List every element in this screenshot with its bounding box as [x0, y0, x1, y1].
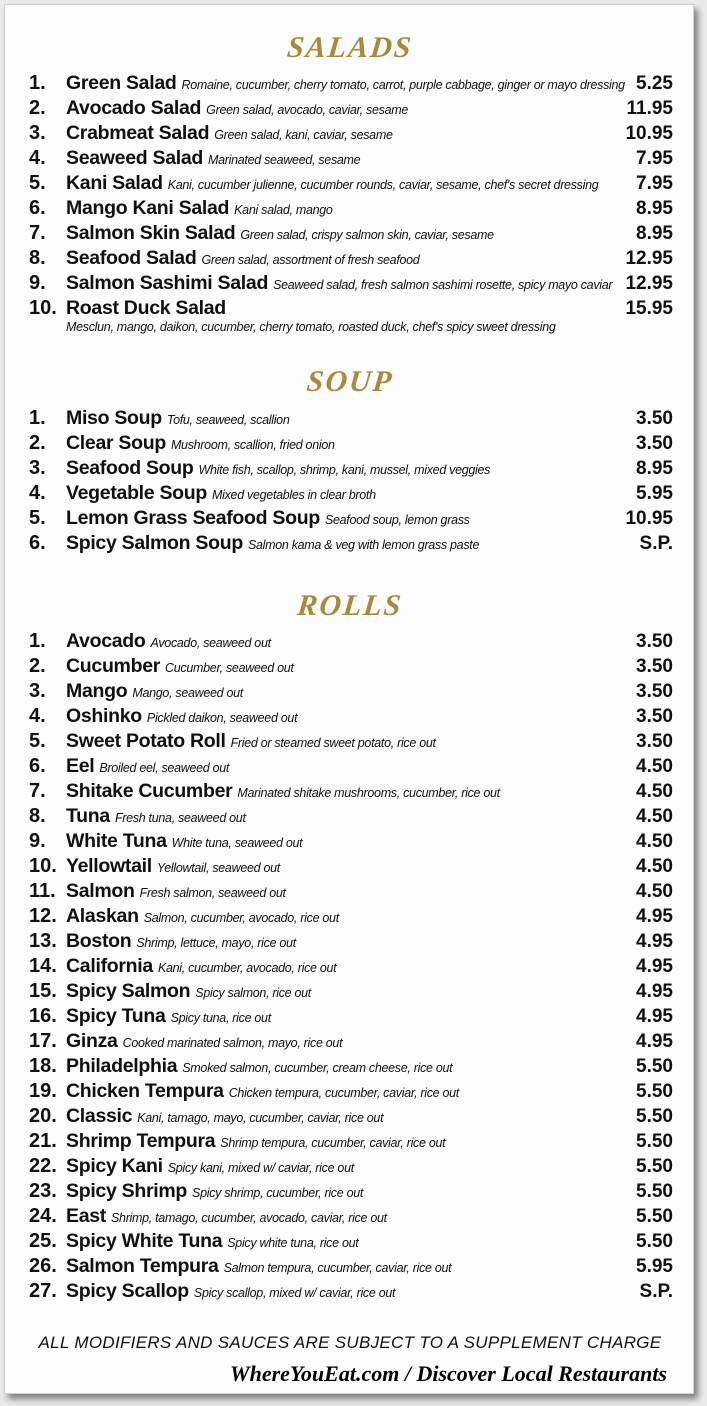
item-price: 3.50	[636, 408, 673, 429]
menu-item-row	[5, 779, 695, 804]
item-number: 3.	[29, 680, 46, 702]
item-number: 5.	[29, 730, 46, 752]
item-body	[66, 271, 612, 298]
item-description: Salmon tempura, cucumber, caviar, rice out	[223, 1261, 452, 1275]
item-body	[66, 1179, 363, 1206]
item-body	[66, 1104, 383, 1131]
menu-item-row	[5, 1154, 695, 1179]
item-body	[66, 121, 393, 148]
item-price: 3.50	[636, 681, 673, 702]
item-name: Oshinko	[66, 705, 142, 727]
salads-list	[5, 71, 695, 321]
item-number: 2.	[29, 97, 46, 119]
item-description: Spicy kani, mixed w/ caviar, rice out	[167, 1161, 354, 1175]
item-description: Salmon kama & veg with lemon grass paste	[247, 538, 480, 552]
item-description: Kani, tamago, mayo, cucumber, caviar, rice out	[137, 1111, 384, 1125]
item-body	[66, 704, 297, 731]
item-description: White fish, scallop, shrimp, kani, mussel, mixed veggies	[198, 463, 491, 477]
item-body	[66, 171, 598, 198]
item-name: Yellowtail	[66, 855, 152, 877]
item-description: Seafood soup, lemon grass	[324, 513, 470, 527]
item-name: Salmon	[66, 880, 135, 902]
item-price: 5.50	[636, 1056, 673, 1077]
item-description: Kani salad, mango	[234, 203, 333, 217]
item-price: 10.95	[625, 123, 673, 144]
item-name: Sweet Potato Roll	[66, 730, 226, 752]
item-description: Yellowtail, seaweed out	[156, 861, 280, 875]
item-price: 12.95	[625, 273, 673, 294]
item-number: 11.	[29, 880, 56, 902]
item-description: White tuna, seaweed out	[171, 836, 303, 850]
item-number: 5.	[29, 507, 46, 529]
item-price: S.P.	[639, 533, 673, 554]
item-name: Ginza	[66, 1030, 118, 1052]
item-description: Romaine, cucumber, cherry tomato, carrot, purple cabbage, ginger or mayo dressing	[181, 78, 625, 92]
item-body	[66, 406, 289, 433]
rolls-list	[5, 629, 695, 1304]
menu-item-row	[5, 1079, 695, 1104]
item-number: 3.	[29, 457, 46, 479]
item-body	[66, 904, 339, 931]
item-description: Green salad, crispy salmon skin, caviar, sesame	[240, 228, 494, 242]
item-number: 25.	[29, 1230, 57, 1252]
item-body	[66, 221, 494, 248]
item-number: 19.	[29, 1080, 57, 1102]
item-price: 4.50	[636, 806, 673, 827]
item-description: Mushroom, scallion, fried onion	[170, 438, 335, 452]
item-body	[66, 71, 625, 98]
menu-item-row	[5, 904, 695, 929]
item-description: Spicy tuna, rice out	[170, 1011, 271, 1025]
item-description: Kani, cucumber julienne, cucumber rounds, caviar, sesame, chef's secret dressing	[167, 178, 599, 192]
menu-item-row	[5, 246, 695, 271]
item-price: 5.95	[636, 1256, 673, 1277]
item-name: White Tuna	[66, 830, 167, 852]
item-price: 4.95	[636, 981, 673, 1002]
item-body	[66, 1054, 452, 1081]
item-name: Spicy White Tuna	[66, 1230, 223, 1252]
item-price: 3.50	[636, 656, 673, 677]
item-body	[66, 654, 294, 681]
item-number: 14.	[29, 955, 57, 977]
item-name: Crabmeat Salad	[66, 122, 210, 144]
item-number: 13.	[29, 930, 57, 952]
item-name: Vegetable Soup	[66, 482, 208, 504]
item-number: 18.	[29, 1055, 57, 1077]
menu-item-row	[5, 1204, 695, 1229]
item-name: Green Salad	[66, 72, 177, 94]
item-price: 5.50	[636, 1131, 673, 1152]
item-price: 5.25	[636, 73, 673, 94]
menu-item-row	[5, 854, 695, 879]
item-name: Boston	[66, 930, 132, 952]
menu-item-row	[5, 71, 695, 96]
item-description: Marinated seaweed, sesame	[208, 153, 361, 167]
item-price: 5.50	[636, 1156, 673, 1177]
item-body	[66, 1204, 387, 1231]
menu-item-row	[5, 481, 695, 506]
item-number: 8.	[29, 247, 46, 269]
item-price: 5.50	[636, 1181, 673, 1202]
item-description: Cooked marinated salmon, mayo, rice out	[122, 1036, 343, 1050]
item-price: 3.50	[636, 731, 673, 752]
item-description: Avocado, seaweed out	[150, 636, 271, 650]
item-description: Spicy white tuna, rice out	[227, 1236, 359, 1250]
item-description: Mixed vegetables in clear broth	[212, 488, 376, 502]
item-number: 9.	[29, 830, 46, 852]
item-description: Spicy scallop, mixed w/ caviar, rice out	[193, 1286, 396, 1300]
item-name: Lemon Grass Seafood Soup	[66, 507, 320, 529]
soup-heading: SOUP	[305, 365, 395, 398]
item-price: 7.95	[636, 148, 673, 169]
item-price: 5.50	[636, 1106, 673, 1127]
item-body	[66, 679, 243, 706]
menu-item-row	[5, 146, 695, 171]
item-body	[66, 729, 436, 756]
item-number: 23.	[29, 1180, 57, 1202]
item-name: Cucumber	[66, 655, 161, 677]
item-body	[66, 196, 333, 223]
item-description: Chicken tempura, cucumber, caviar, rice out	[228, 1086, 459, 1100]
item-number: 6.	[29, 532, 46, 554]
item-body	[66, 456, 490, 483]
item-name: Spicy Salmon	[66, 980, 191, 1002]
item-price: 4.50	[636, 756, 673, 777]
rolls-heading: ROLLS	[295, 589, 405, 622]
item-name: Spicy Scallop	[66, 1280, 189, 1302]
item-number: 17.	[29, 1030, 57, 1052]
item-description: Cucumber, seaweed out	[165, 661, 294, 675]
item-price: 5.95	[636, 483, 673, 504]
item-number: 27.	[29, 1280, 57, 1302]
item-price: 4.95	[636, 1006, 673, 1027]
item-description: Smoked salmon, cucumber, cream cheese, rice out	[182, 1061, 453, 1075]
item-name: Avocado	[66, 630, 146, 652]
item-name: Seaweed Salad	[66, 147, 204, 169]
item-description: Mango, seaweed out	[132, 686, 243, 700]
item-body	[66, 854, 280, 881]
item-description: Fried or steamed sweet potato, rice out	[230, 736, 436, 750]
item-name: Salmon Skin Salad	[66, 222, 236, 244]
menu-item-row	[5, 1004, 695, 1029]
menu-item-row	[5, 704, 695, 729]
watermark-text: WhereYouEat.com / Discover Local Restaurants	[230, 1361, 667, 1386]
item-number: 1.	[29, 407, 46, 429]
item-price: S.P.	[639, 1281, 673, 1302]
item-name: Roast Duck Salad	[66, 297, 226, 319]
item-name: Spicy Shrimp	[66, 1180, 188, 1202]
item-number: 10.	[29, 297, 57, 319]
item-name: Eel	[66, 755, 95, 777]
menu-item-row	[5, 1129, 695, 1154]
menu-item-row	[5, 121, 695, 146]
item-body	[66, 929, 296, 956]
item-price: 15.95	[625, 298, 673, 319]
item-number: 6.	[29, 197, 46, 219]
item-number: 15.	[29, 980, 57, 1002]
menu-item-row	[5, 1279, 695, 1304]
item-number: 4.	[29, 147, 46, 169]
menu-item-row	[5, 456, 695, 481]
item-price: 4.50	[636, 831, 673, 852]
item-name: Spicy Kani	[66, 1155, 163, 1177]
item-body	[66, 146, 360, 173]
menu-item-row	[5, 929, 695, 954]
item-price: 3.50	[636, 433, 673, 454]
item-body	[66, 1229, 358, 1256]
item-price: 4.95	[636, 956, 673, 977]
item-name: Clear Soup	[66, 432, 166, 454]
item-name: Philadelphia	[66, 1055, 178, 1077]
item-name: Kani Salad	[66, 172, 163, 194]
item-description: Fresh salmon, seaweed out	[139, 886, 286, 900]
menu-page	[4, 4, 694, 1394]
item-description: Tofu, seaweed, scallion	[166, 413, 290, 427]
item-price: 4.95	[636, 906, 673, 927]
menu-item-row	[5, 1254, 695, 1279]
item-price: 5.50	[636, 1206, 673, 1227]
item-body	[66, 506, 470, 533]
menu-item-row	[5, 171, 695, 196]
item-body	[66, 1079, 459, 1106]
item-body	[66, 1154, 354, 1181]
item-price: 4.95	[636, 1031, 673, 1052]
item-body	[66, 629, 271, 656]
item-number: 1.	[29, 72, 46, 94]
item-name: Salmon Sashimi Salad	[66, 272, 269, 294]
item-description: Shrimp, tamago, cucumber, avocado, caviar, rice out	[111, 1211, 387, 1225]
item-number: 7.	[29, 780, 46, 802]
menu-item-row	[5, 979, 695, 1004]
item-number: 22.	[29, 1155, 57, 1177]
item-name: Miso Soup	[66, 407, 162, 429]
item-description: Green salad, kani, caviar, sesame	[214, 128, 393, 142]
item-description: Seaweed salad, fresh salmon sashimi rosette, spicy mayo caviar	[273, 278, 613, 292]
item-description: Green salad, assortment of fresh seafood	[201, 253, 420, 267]
item-number: 16.	[29, 1005, 57, 1027]
item-number: 9.	[29, 272, 46, 294]
item-number: 5.	[29, 172, 46, 194]
item-body	[66, 431, 335, 458]
item-number: 8.	[29, 805, 46, 827]
item-number: 12.	[29, 905, 57, 927]
item-number: 1.	[29, 630, 46, 652]
menu-item-row	[5, 804, 695, 829]
roast-duck-description: Mesclun, mango, daikon, cucumber, cherry tomato, roasted duck, chef's spicy sweet dressing	[66, 320, 556, 334]
item-body	[66, 1029, 342, 1056]
menu-item-row	[5, 1104, 695, 1129]
item-body	[66, 531, 479, 558]
menu-item-row	[5, 729, 695, 754]
item-price: 8.95	[636, 223, 673, 244]
salads-heading: SALADS	[285, 31, 415, 64]
item-description: Marinated shitake mushrooms, cucumber, rice out	[237, 786, 500, 800]
item-name: California	[66, 955, 153, 977]
item-number: 20.	[29, 1105, 57, 1127]
item-number: 24.	[29, 1205, 57, 1227]
item-number: 6.	[29, 755, 46, 777]
item-body	[66, 481, 376, 508]
menu-item-row	[5, 679, 695, 704]
item-name: Tuna	[66, 805, 110, 827]
menu-item-row	[5, 506, 695, 531]
menu-item-row	[5, 406, 695, 431]
item-name: Spicy Tuna	[66, 1005, 166, 1027]
menu-item-row	[5, 754, 695, 779]
menu-item-row	[5, 879, 695, 904]
item-price: 4.50	[636, 881, 673, 902]
item-name: Avocado Salad	[66, 97, 202, 119]
menu-item-row	[5, 1054, 695, 1079]
item-price: 8.95	[636, 198, 673, 219]
menu-item-row	[5, 196, 695, 221]
item-price: 12.95	[625, 248, 673, 269]
item-number: 2.	[29, 655, 46, 677]
item-body	[66, 96, 408, 123]
item-description: Salmon, cucumber, avocado, rice out	[143, 911, 339, 925]
menu-item-row	[5, 829, 695, 854]
item-description: Fresh tuna, seaweed out	[114, 811, 246, 825]
item-description: Shrimp, lettuce, mayo, rice out	[136, 936, 296, 950]
menu-item-row	[5, 629, 695, 654]
menu-item-row	[5, 1029, 695, 1054]
menu-item-row	[5, 96, 695, 121]
menu-item-row	[5, 271, 695, 296]
item-name: Alaskan	[66, 905, 139, 927]
item-body	[66, 804, 246, 831]
item-price: 3.50	[636, 706, 673, 727]
menu-item-row	[5, 431, 695, 456]
item-description: Spicy shrimp, cucumber, rice out	[192, 1186, 364, 1200]
item-number: 4.	[29, 705, 46, 727]
menu-item-row	[5, 531, 695, 556]
item-name: Seafood Salad	[66, 247, 197, 269]
item-name: Seafood Soup	[66, 457, 194, 479]
item-price: 4.50	[636, 781, 673, 802]
item-number: 3.	[29, 122, 46, 144]
item-description: Kani, cucumber, avocado, rice out	[157, 961, 337, 975]
item-description: Green salad, avocado, caviar, sesame	[206, 103, 408, 117]
item-number: 7.	[29, 222, 46, 244]
item-price: 7.95	[636, 173, 673, 194]
item-price: 5.50	[636, 1081, 673, 1102]
item-name: Mango	[66, 680, 128, 702]
item-price: 3.50	[636, 631, 673, 652]
menu-item-row	[5, 954, 695, 979]
item-description: Spicy salmon, rice out	[195, 986, 311, 1000]
item-price: 10.95	[625, 508, 673, 529]
item-body	[66, 879, 286, 906]
item-number: 2.	[29, 432, 46, 454]
item-body	[66, 1004, 271, 1031]
menu-item-row	[5, 1229, 695, 1254]
item-name: Classic	[66, 1105, 133, 1127]
item-name: Chicken Tempura	[66, 1080, 224, 1102]
item-name: Mango Kani Salad	[66, 197, 230, 219]
item-price: 8.95	[636, 458, 673, 479]
item-body	[66, 954, 336, 981]
supplement-charge-note: ALL MODIFIERS AND SAUCES ARE SUBJECT TO A SUPPLEMENT CHARGE	[38, 1333, 662, 1352]
item-name: Spicy Salmon Soup	[66, 532, 243, 554]
item-number: 21.	[29, 1130, 57, 1152]
item-price: 4.50	[636, 856, 673, 877]
item-name: Shitake Cucumber	[66, 780, 233, 802]
item-number: 10.	[29, 855, 57, 877]
item-price: 5.50	[636, 1231, 673, 1252]
item-body	[66, 1129, 445, 1156]
item-body	[66, 779, 500, 806]
soup-list	[5, 406, 695, 556]
menu-item-row	[5, 221, 695, 246]
item-body	[66, 246, 419, 273]
item-number: 26.	[29, 1255, 57, 1277]
item-body	[66, 979, 311, 1006]
item-description: Shrimp tempura, cucumber, caviar, rice out	[220, 1136, 446, 1150]
item-name: Salmon Tempura	[66, 1255, 219, 1277]
item-number: 4.	[29, 482, 46, 504]
item-body	[66, 754, 229, 781]
item-description: Pickled daikon, seaweed out	[146, 711, 298, 725]
item-body	[66, 829, 302, 856]
menu-item-row	[5, 1179, 695, 1204]
item-body	[66, 1279, 395, 1306]
item-price: 4.95	[636, 931, 673, 952]
item-name: East	[66, 1205, 106, 1227]
item-name: Shrimp Tempura	[66, 1130, 216, 1152]
item-description: Broiled eel, seaweed out	[99, 761, 230, 775]
menu-item-row	[5, 654, 695, 679]
item-body	[66, 1254, 451, 1281]
item-price: 11.95	[626, 98, 673, 119]
